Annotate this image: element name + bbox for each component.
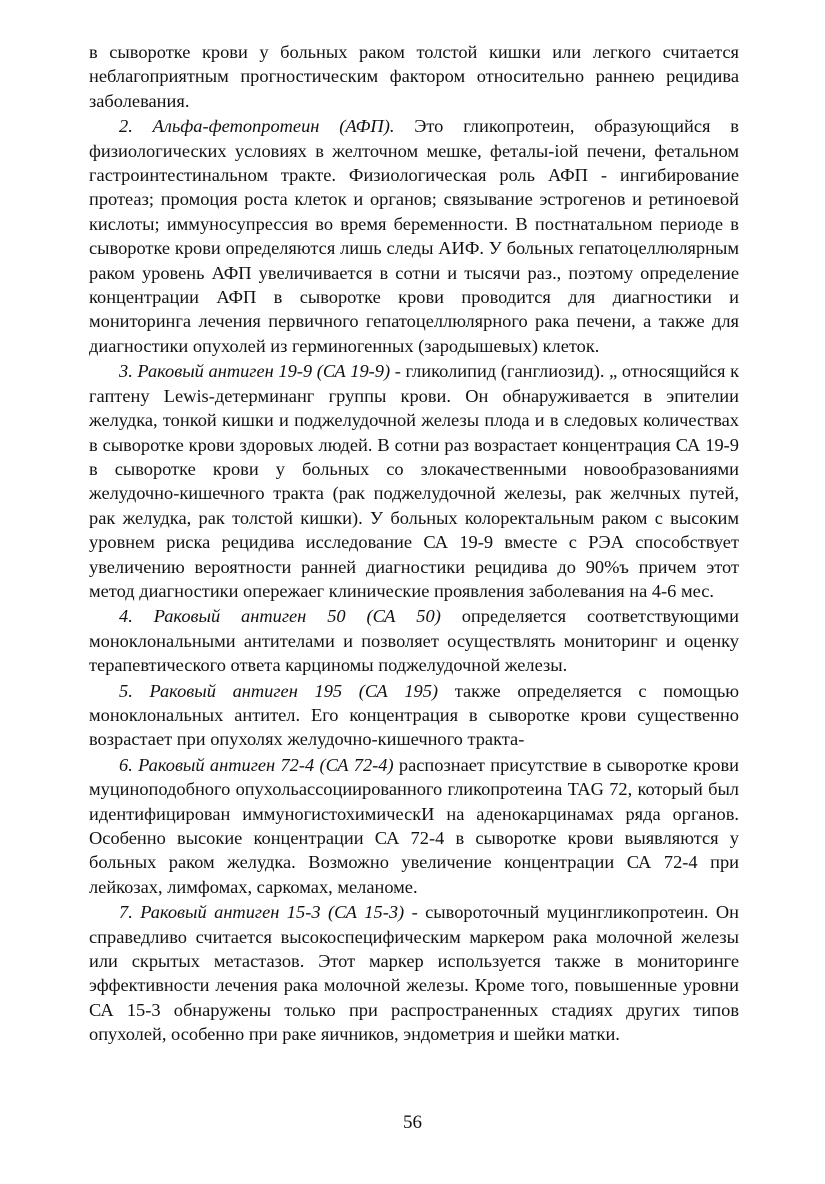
paragraph-continuation [89,40,739,113]
paragraph-ca72-4 [89,753,739,899]
paragraph-ca15-3 [89,900,739,1046]
paragraph-heading: 4. Раковый антиген 50 (СА 50) [119,606,441,627]
paragraph-body: распознает присутствие в сыворотке крови муциноподобного опухольассоциированного гликопротеина TAG 72, который был идентифицирован иммуногистохимическИ на аденокарцинамах ряда органов. Особенно высокие концентрации СА 72-4 в сыворотке крови выявляются у больных раком желудка. Возможно увеличение концентрации СА 72-4 при лейкозах, лимфомах, саркомах, меланоме. [89,754,739,897]
paragraph-afp [89,114,739,358]
page-number: 56 [403,1112,422,1133]
paragraph-body: определяется соответствующими моноклональными антителами и позволяет осуществлять мониторинг и оценку терапевтического ответа карциномы поджелудочной железы. [89,606,739,676]
paragraph-body: также определяется с помощью моноклональных антител. Его концентрация в сыворотке крови существенно возрастает при опухолях желудочно-кишечного тракта- [89,680,740,750]
paragraph-ca50 [89,604,739,677]
paragraph-body: в сыворотке крови у больных раком толстой кишки или легкого считается неблагоприятным прогностическим фактором относительно раннею рецидива заболевания. [89,42,739,111]
paragraph-heading: 6. Раковый антиген 72-4 (СА 72-4) [119,754,394,775]
paragraph-heading: 2. Альфа-фетопротеин (АФП). [119,116,395,137]
paragraph-body: - сывороточный муцингликопротеин. Он справедливо считается высокоспецифическим маркером рака молочной железы или скрытых метастазов. Этот маркер используется также в мониторинге эффективности лечения рака молочной железы. Кроме того, повышенные уровни СА 15-3 обнаружены только при распространенных стадиях других типов опухолей, особенно при раке яичников, эндометрия и шейки матки. [89,902,739,1045]
paragraph-ca19-9 [89,359,739,603]
paragraph-heading: 5. Раковый антиген 195 (СА 195) [119,680,439,701]
paragraph-ca195 [89,679,739,752]
paragraph-heading: 7. Раковый антиген 15-3 (СА 15-3) [119,902,405,923]
page-body-text [89,40,739,1048]
paragraph-body: Это гликопротеин, образующийся в физиологических условиях в желточном мешке, феталы-ioй печени, фетальном гастроинтестинальном тракте. Физиологическая роль АФП - ингибирование протеаз; промоция роста клеток и органов; связывание эстрогенов и ретиноевой кислоты; иммуносупрессия во время беременности. В постнатальном периоде в сыворотке крови определяются лишь следы АИФ. У больных гепатоцеллюлярным раком уровень АФП увеличивается в сотни и тысячи раз., поэтому определение концентрации АФП в сыворотке крови проводится для диагностики и мониторинга лечения первичного гепатоцеллюлярного рака печени, а также для диагностики опухолей из герминогенных (зародышевых) клеток. [89,116,739,356]
paragraph-heading: 3. Раковый антиген 19-9 (СА 19-9) [119,361,391,382]
paragraph-body: - гликолипид (ганглиозид). „ относящийся к гаптену Lewis-детерминанг группы крови. Он обнаруживается в эпителии желудка, тонкой кишки и поджелудочной железы плода и в следовых количествах в сыворотке крови здоровых людей. В сотни раз возрастает концентрация СА 19-9 в сыворотке крови у больных со злокачественными новообразованиями желудочно-кишечного тракта (рак поджелудочной железы, рак желчных путей, рак желудка, рак толстой кишки). У больных колоректальным раком с высоким уровнем риска рецидива исследование СА 19-9 вместе с РЭА способствует увеличению вероятности ранней диагностики рецидива до 90%ъ причем этот метод диагностики опережаег клинические проявления заболевания на 4-6 мес. [89,361,740,601]
